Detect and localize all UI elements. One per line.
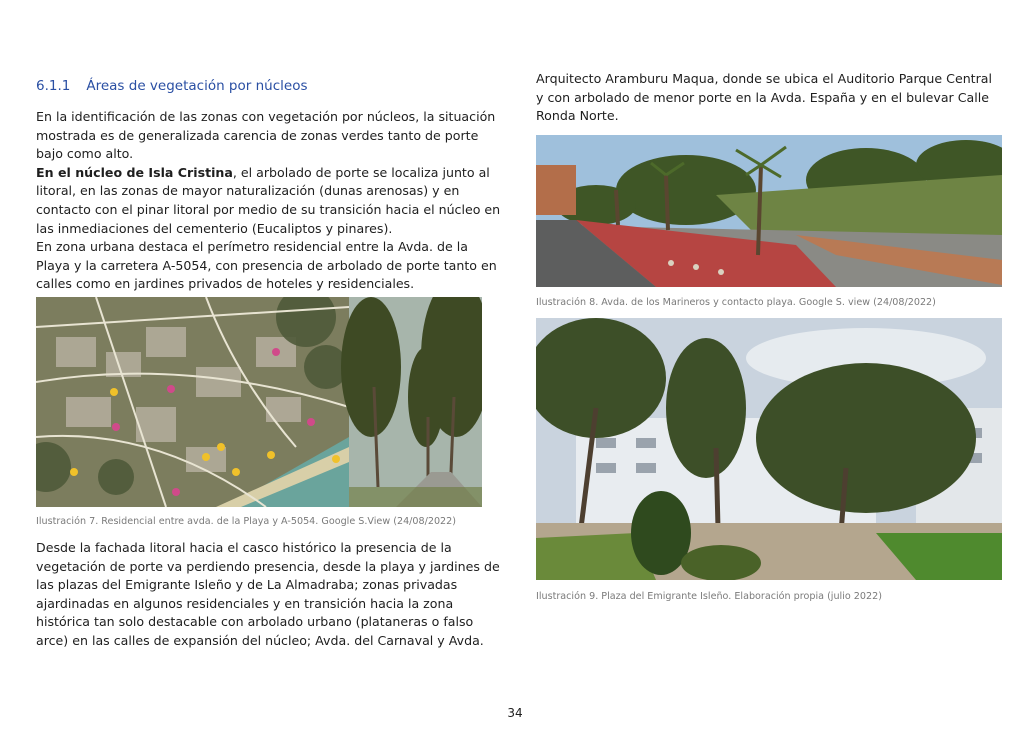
caption-figure-7: Ilustración 7. Residencial entre avda. de la Playa y A-5054. Google S.View (24/08/2022) bbox=[36, 515, 457, 527]
plaza-photo bbox=[536, 318, 1002, 580]
caption-figure-9: Ilustración 9. Plaza del Emigrante Isleño. Elaboración propia (julio 2022) bbox=[536, 590, 882, 602]
bold-lead: En el núcleo de Isla Cristina bbox=[36, 164, 233, 180]
paragraph-urban-zone: En zona urbana destaca el perímetro residencial entre la Avda. de la Playa y la carretera A-5054, con presencia de arbolado de porte tanto en calles como en jardines privados de hoteles y residenciales. bbox=[36, 239, 497, 292]
figure-7-image bbox=[36, 297, 482, 507]
caption-figure-8: Ilustración 8. Avda. de los Marineros y contacto playa. Google S. view (24/08/2022) bbox=[536, 296, 936, 308]
figure-8-image bbox=[536, 135, 1002, 287]
right-column bbox=[536, 70, 1002, 604]
page-number: 34 bbox=[507, 706, 523, 720]
paragraph-isla-cristina-text: , el arbolado de porte se localiza junto al litoral, en las zonas de mayor naturalización (dunas arenosas) y en contacto con el pinar litoral por medio de su transición hacia el núcleo en las inmediaciones del cementerio (Eucaliptos y pinares). bbox=[36, 164, 501, 236]
paragraph-coastal-front: Desde la fachada litoral hacia el casco histórico la presencia de la vegetación de porte va perdiendo presencia, desde la playa y jardines de las plazas del Emigrante Isleño y de La Almadraba; zonas privadas ajardinadas en algunos residenciales y en transición hacia la zona histórica tan solo destacable con arbolado urbano (plataneras o falso arce) en las calles de expansión del núcleo; Avda. del Carnaval y Avda. bbox=[36, 539, 500, 648]
paragraph-continued: Arquitecto Aramburu Maqua, donde se ubica el Auditorio Parque Central y con arbolado de menor porte en la Avda. España y en el bulevar Calle Ronda Norte. bbox=[536, 71, 993, 124]
section-title: Áreas de vegetación por núcleos bbox=[86, 78, 308, 94]
paragraph-isla-cristina bbox=[36, 164, 504, 238]
avenue-street-view-photo bbox=[536, 135, 1002, 287]
section-number: 6.1.1 bbox=[36, 78, 71, 94]
aerial-map-and-street-photo bbox=[36, 297, 482, 507]
figure-9-image bbox=[536, 318, 1002, 580]
paragraph-intro: En la identificación de las zonas con vegetación por núcleos, la situación mostrada es de generalizada carencia de zonas verdes tanto de porte bajo como alto. bbox=[36, 109, 496, 162]
left-column bbox=[36, 72, 504, 651]
section-heading bbox=[36, 78, 504, 94]
